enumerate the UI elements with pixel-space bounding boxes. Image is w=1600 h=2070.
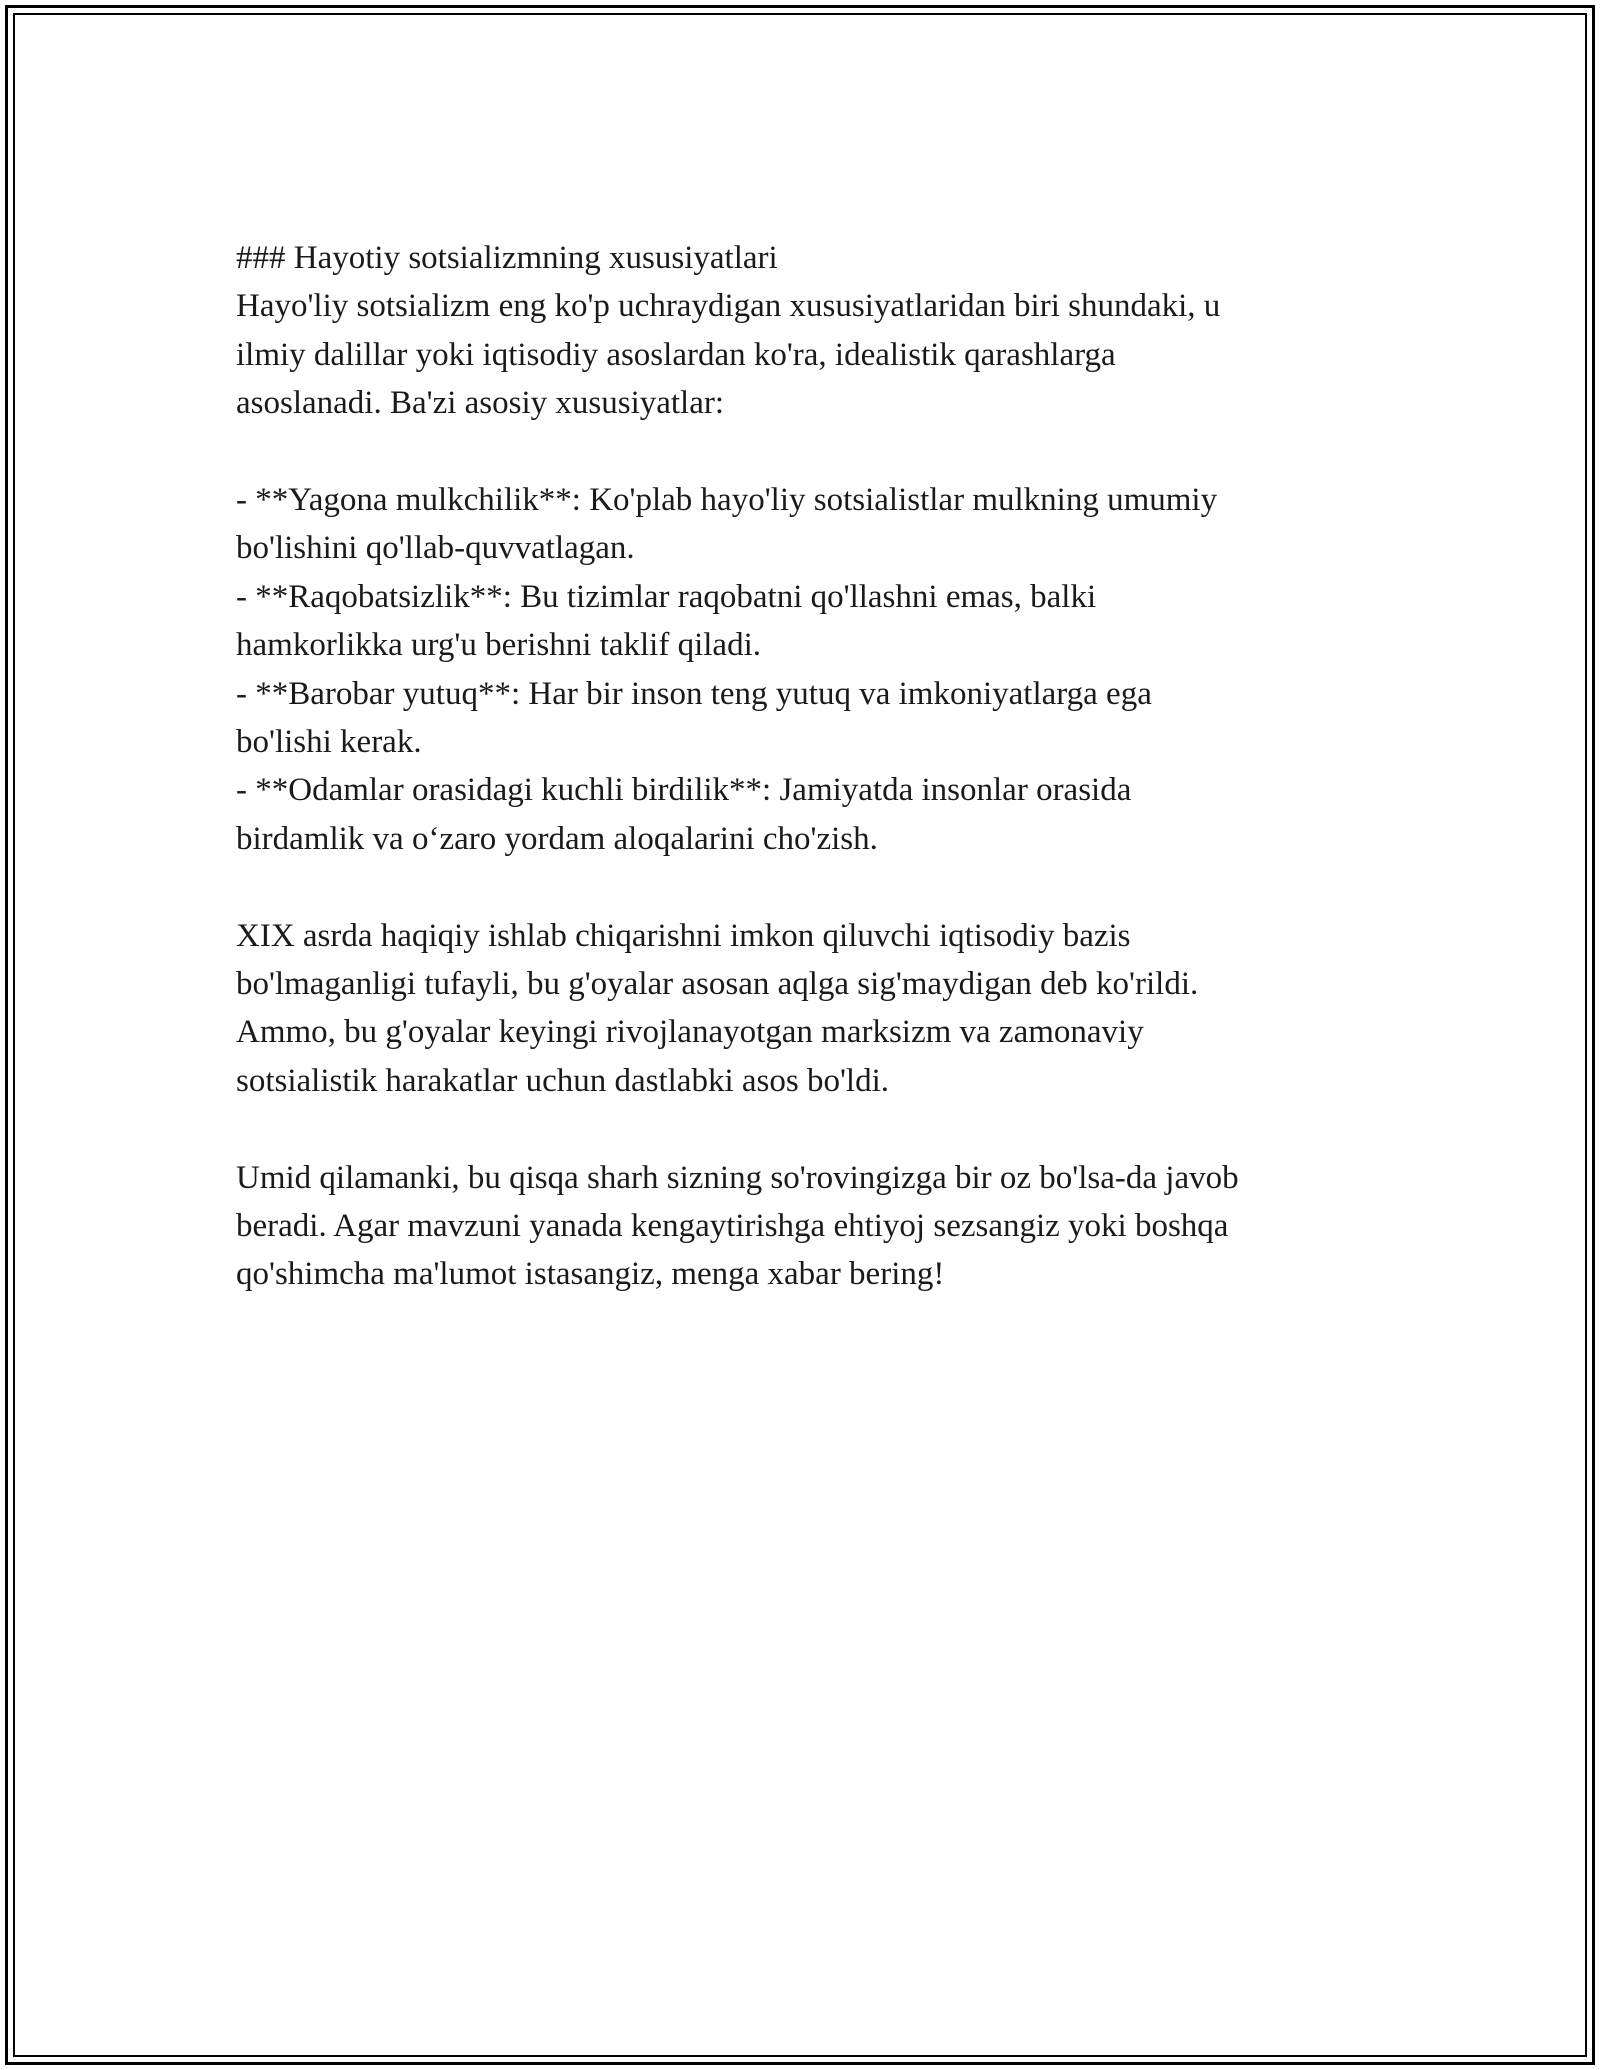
paragraph-gap	[236, 428, 1366, 476]
section-heading: ### Hayotiy sotsializmning xususiyatlari	[236, 240, 778, 276]
history-paragraph: XIX asrda haqiqiy ishlab chiqarishni imkon qiluvchi iqtisodiy bazis bo'lmaganligi tufayli, bu g'oyalar asosan aqlga sig'maydigan deb ko'rildi. Ammo, bu g'oyalar keyingi rivojlanayotgan marksizm va zamonaviy sotsialistik harakatlar uchun dastlabki asos bo'ldi.	[236, 917, 1199, 1099]
bullet-item-barobar-yutuq: - **Barobar yutuq**: Har bir inson teng yutuq va imkoniyatlarga ega bo'lishi kerak.	[236, 675, 1152, 761]
closing-paragraph: Umid qilamanki, bu qisqa sharh sizning so'rovingizga bir oz bo'lsa-da javob beradi. Agar mavzuni yanada kengaytirishga ehtiyoj sezsangiz yoki boshqa qo'shimcha ma'lumot istasangiz, menga xabar bering!	[236, 1159, 1239, 1293]
document-body	[236, 234, 1366, 1299]
bullet-item-raqobatsizlik: - **Raqobatsizlik**: Bu tizimlar raqobatni qo'llashni emas, balki hamkorlikka urg'u berishni taklif qiladi.	[236, 578, 1097, 664]
bullet-item-birdilik: - **Odamlar orasidagi kuchli birdilik**: Jamiyatda insonlar orasida birdamlik va o‘zaro yordam aloqalarini cho'zish.	[236, 772, 1132, 857]
paragraph-gap	[236, 1105, 1366, 1153]
paragraph-gap	[236, 863, 1366, 911]
bullet-item-yagona-mulkchilik: - **Yagona mulkchilik**: Ko'plab hayo'liy sotsialistlar mulkning umumiy bo'lishini qo'llab-quvvatlagan.	[236, 482, 1218, 567]
intro-paragraph: Hayo'liy sotsializm eng ko'p uchraydigan xususiyatlaridan biri shundaki, u ilmiy dalillar yoki iqtisodiy asoslardan ko'ra, idealistik qarashlarga asoslanadi. Ba'zi asosiy xususiyatlar:	[236, 288, 1221, 422]
